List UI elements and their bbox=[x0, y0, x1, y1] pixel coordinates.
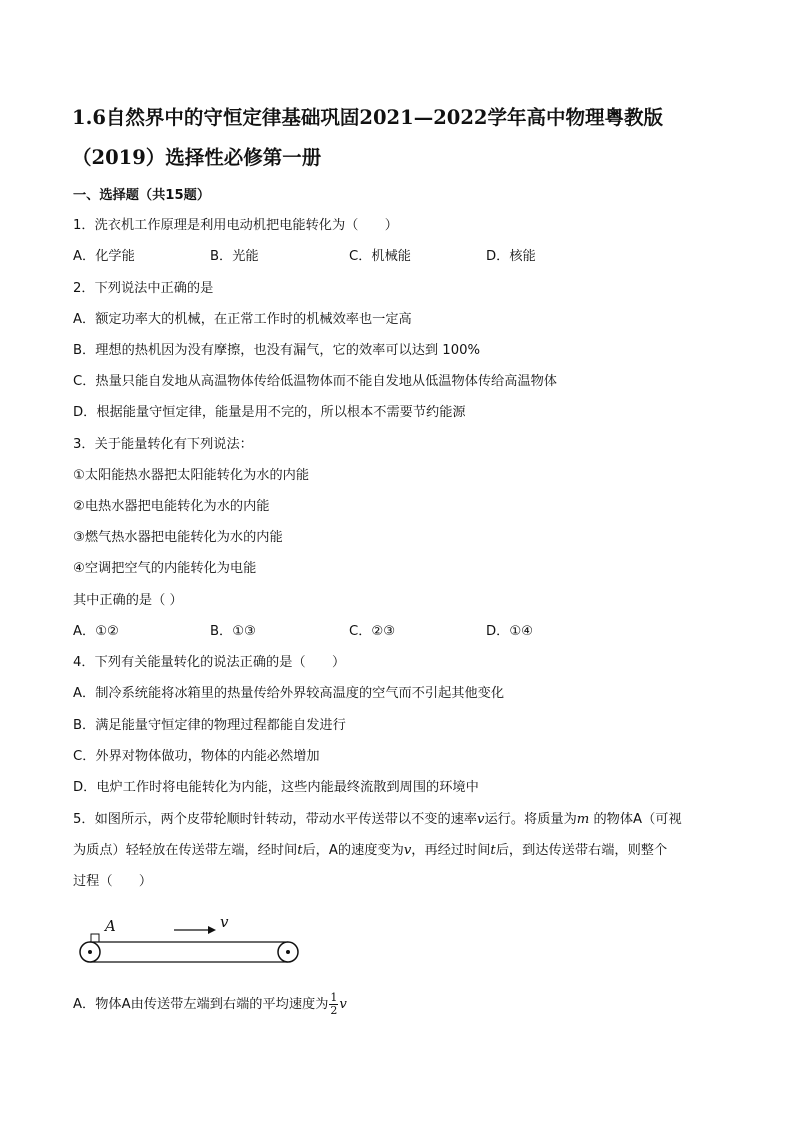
q3-statement-2: ②电热水器把电能转化为水的内能 bbox=[73, 499, 270, 514]
q4-option-d: D．电炉工作时将电能转化为内能，这些内能最终流散到周围的环境中 bbox=[73, 780, 479, 795]
q5-var-t1: t bbox=[297, 843, 303, 858]
question-5-stem-line-1 bbox=[73, 811, 682, 829]
title-line-1: 1.6自然界中的守恒定律基础巩固2021—2022学年高中物理粤教版 bbox=[72, 106, 663, 129]
q5-option-a-var: v bbox=[339, 997, 347, 1012]
q3-statement-4: ④空调把空气的内能转化为电能 bbox=[73, 561, 257, 576]
q5-text-a: 5．如图所示，两个皮带轮顺时针转动，带动水平传送带以不变的速率 bbox=[73, 812, 478, 827]
question-3-stem: 3．关于能量转化有下列说法： bbox=[73, 437, 253, 452]
question-1-stem: 1．洗衣机工作原理是利用电动机把电能转化为（ ） bbox=[73, 218, 398, 233]
q4-option-a: A．制冷系统能将冰箱里的热量传给外界较高温度的空气而不引起其他变化 bbox=[73, 686, 505, 701]
q5-text-d: 为质点）轻轻放在传送带左端，经时间 bbox=[73, 843, 298, 858]
q5-option-a-fraction bbox=[329, 992, 338, 1017]
question-2-stem: 2．下列说法中正确的是 bbox=[73, 281, 214, 296]
q3-statement-3: ③燃气热水器把电能转化为水的内能 bbox=[73, 530, 283, 545]
q5-option-a bbox=[73, 991, 347, 1019]
q1-option-a: A．化学能 bbox=[73, 249, 135, 264]
right-pulley-axle bbox=[286, 950, 290, 954]
q3-option-c: C．②③ bbox=[349, 624, 396, 639]
q1-option-b: B．光能 bbox=[210, 249, 259, 264]
q2-option-d: D．根据能量守恒定律，能量是用不完的，所以根本不需要节约能源 bbox=[73, 405, 466, 420]
question-5-stem-line-2 bbox=[73, 842, 667, 860]
q5-text-c: 的物体A（可视 bbox=[589, 812, 682, 827]
q5-var-m: m bbox=[576, 812, 590, 827]
left-pulley-axle bbox=[88, 950, 92, 954]
q4-option-b: B．满足能量守恒定律的物理过程都能自发进行 bbox=[73, 718, 346, 733]
q3-prompt: 其中正确的是（ ） bbox=[73, 593, 183, 608]
question-5-stem-line-3: 过程（ ） bbox=[73, 874, 153, 889]
section-heading: 一、选择题（共15题） bbox=[73, 188, 211, 203]
q5-text-e: 后，A的速度变为 bbox=[302, 843, 404, 858]
q5-option-a-text: A．物体A由传送带左端到右端的平均速度为 bbox=[73, 997, 329, 1012]
q4-option-c: C．外界对物体做功，物体的内能必然增加 bbox=[73, 749, 320, 764]
block-a-icon bbox=[91, 934, 99, 942]
fraction-numerator: 1 bbox=[330, 990, 338, 1004]
q5-text-g: 后，到达传送带右端，则整个 bbox=[495, 843, 668, 858]
q3-option-d: D．①④ bbox=[486, 624, 533, 639]
q3-statement-1: ①太阳能热水器把太阳能转化为水的内能 bbox=[73, 468, 310, 483]
q2-option-b: B．理想的热机因为没有摩擦，也没有漏气，它的效率可以达到 100% bbox=[73, 343, 481, 358]
q1-option-d: D．核能 bbox=[486, 249, 536, 264]
question-4-stem: 4．下列有关能量转化的说法正确的是（ ） bbox=[73, 655, 346, 670]
q2-option-c: C．热量只能自发地从高温物体传给低温物体而不能自发地从低温物体传给高温物体 bbox=[73, 374, 557, 389]
q5-var-v2: v bbox=[403, 843, 412, 858]
fraction-denominator: 2 bbox=[330, 1003, 338, 1017]
q5-text-b: 运行。将质量为 bbox=[484, 812, 577, 827]
q1-option-c: C．机械能 bbox=[349, 249, 411, 264]
conveyor-belt-figure bbox=[72, 905, 312, 971]
q5-var-t2: t bbox=[490, 843, 496, 858]
q5-var-v: v bbox=[477, 812, 485, 827]
velocity-label: v bbox=[220, 913, 229, 931]
q2-option-a: A．额定功率大的机械，在正常工作时的机械效率也一定高 bbox=[73, 312, 412, 327]
q3-option-a: A．①② bbox=[73, 624, 119, 639]
q5-text-f: ，再经过时间 bbox=[411, 843, 491, 858]
velocity-arrow-head-icon bbox=[208, 926, 216, 934]
block-a-label: A bbox=[105, 917, 116, 935]
q3-option-b: B．①③ bbox=[210, 624, 256, 639]
title-line-2: （2019）选择性必修第一册 bbox=[72, 146, 322, 169]
